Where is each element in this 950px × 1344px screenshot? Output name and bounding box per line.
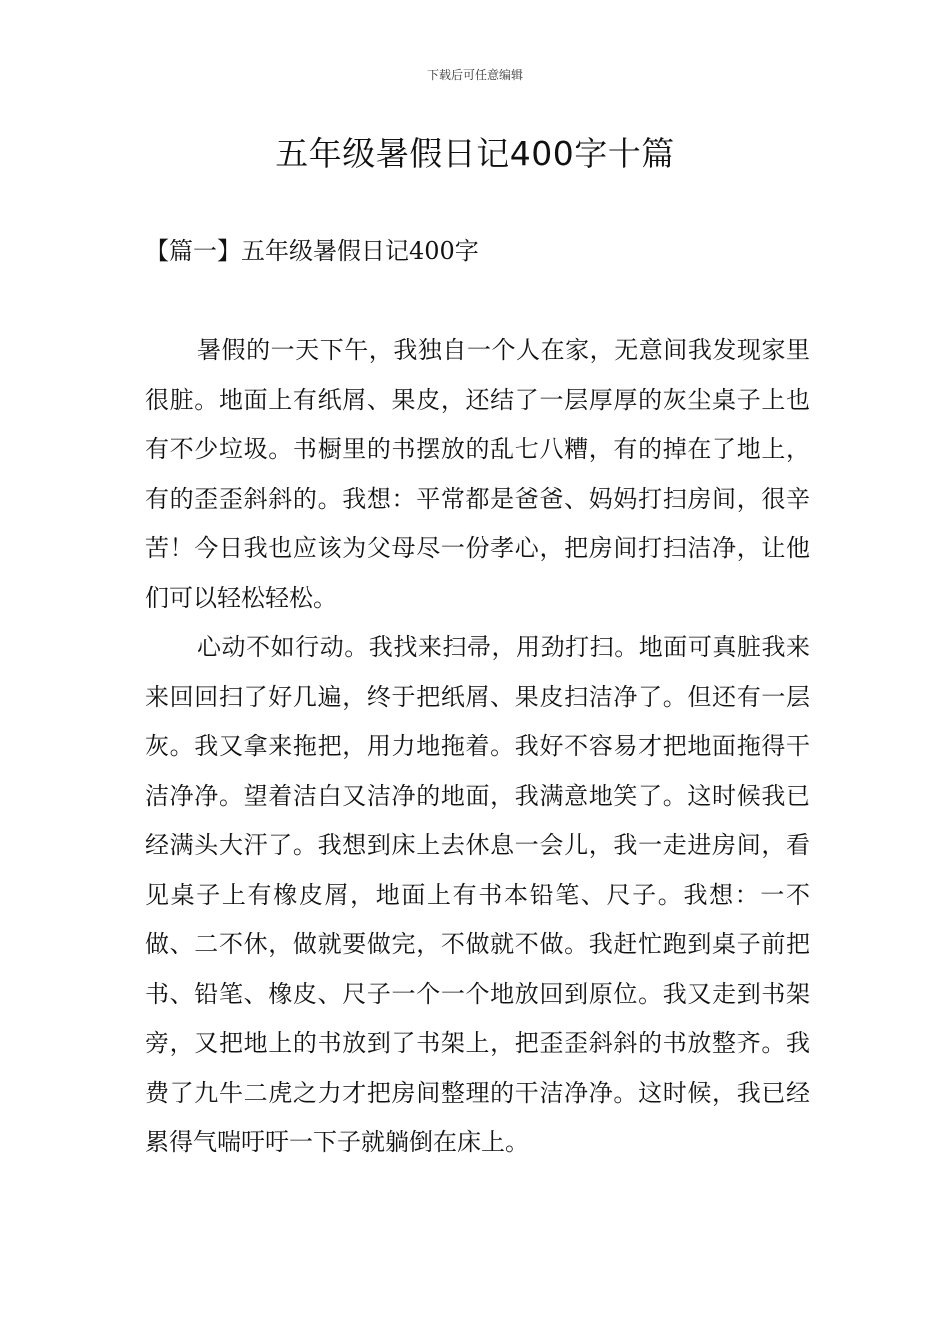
header-note: 下载后可任意编辑 — [426, 68, 523, 82]
paragraph-1: 暑假的一天下午，我独自一个人在家，无意间我发现家里很脏。地面上有纸屑、果皮，还结了一层厚厚的灰尘桌子上也有不少垃圾。书橱里的书摆放的乱七八糟，有的掉在了地上，有的歪歪斜斜的。我想：平常都是爸爸、妈妈打扫房间，很辛苦！今日我也应该为父母尽一份孝心，把房间打扫洁净，让他们可以轻松轻松。 — [145, 336, 810, 612]
document-title: 五年级暑假日记400字十篇 — [275, 134, 675, 173]
paragraph-2: 心动不如行动。我找来扫帚，用劲打扫。地面可真脏我来来回回扫了好几遍，终于把纸屑、果皮扫洁净了。但还有一层灰。我又拿来拖把，用力地拖着。我好不容易才把地面拖得干洁净净。望着洁白又洁净的地面，我满意地笑了。这时候我已经满头大汗了。我想到床上去休息一会儿，我一走进房间，看见桌子上有橡皮屑，地面上有书本铅笔、尺子。我想：一不做、二不休，做就要做完，不做就不做。我赶忙跑到桌子前把书、铅笔、橡皮、尺子一个一个地放回到原位。我又走到书架旁，又把地上的书放到了书架上，把歪歪斜斜的书放整齐。我费了九牛二虎之力才把房间整理的干洁净净。这时候，我已经累得气喘吁吁一下子就躺倒在床上。 — [145, 633, 810, 1156]
document-body — [145, 326, 810, 1168]
section-heading: 【篇一】五年级暑假日记400字 — [145, 237, 479, 265]
